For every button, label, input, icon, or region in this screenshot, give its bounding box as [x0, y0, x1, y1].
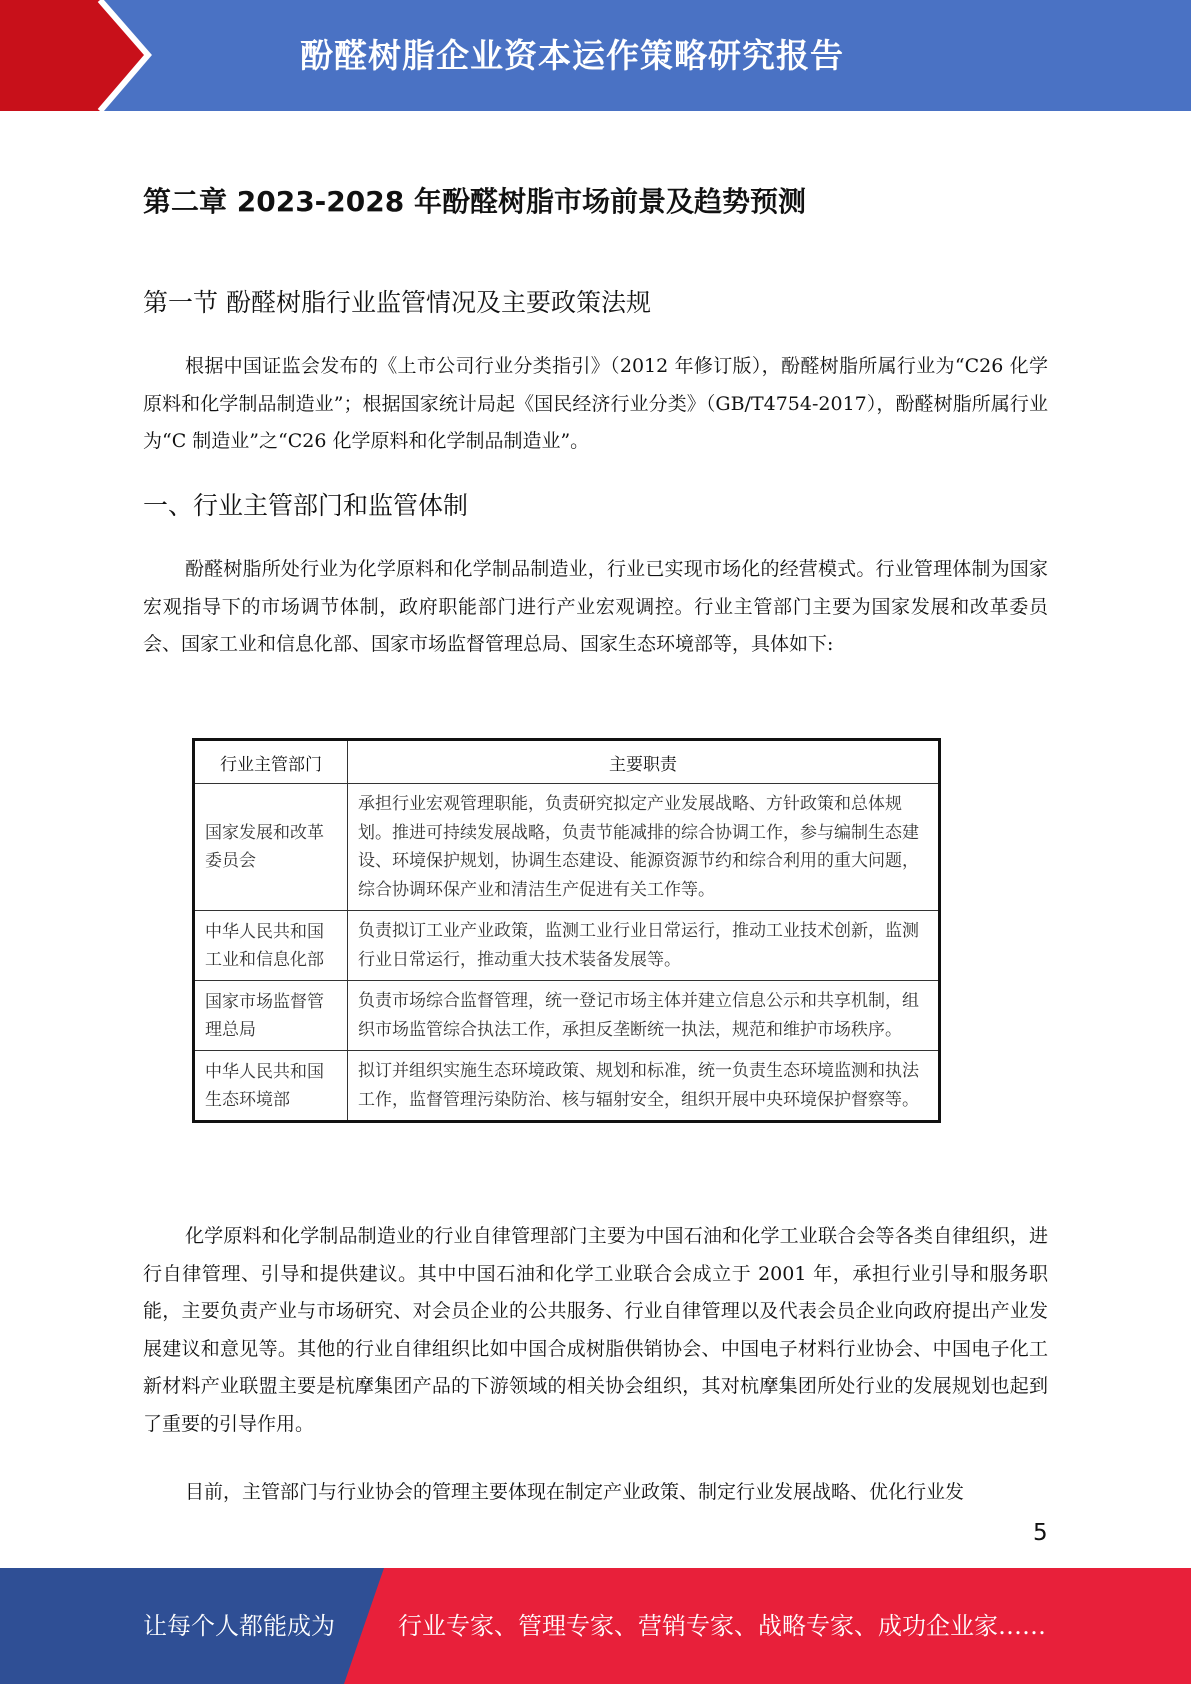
column-header-duties: 主要职责 [348, 740, 940, 784]
duties-cell: 负责拟订工业产业政策，监测工业行业日常运行，推动工业技术创新，监测行业日常运行，推动重大技术装备发展等。 [348, 911, 940, 981]
paragraph-self-regulation: 化学原料和化学制品制造业的行业自律管理部门主要为中国石油和化学工业联合会等各类自律组织，进行自律管理、引导和提供建议。其中中国石油和化学工业联合会成立于 2001 年，承担行业引导和服务职能，主要负责产业与市场研究、对会员企业的公共服务、行业自律管理以及代表会员企业向政府提出产业发展建议和意见等。其他的行业自律组织比如中国合成树脂供销协会、中国电子材料行业协会、中国电子化工新材料产业联盟主要是杭摩集团产品的下游领域的相关协会组织，其对杭摩集团所处行业的发展规划也起到了重要的引导作用。 [143, 1225, 1048, 1435]
page-number: 5 [1033, 1520, 1048, 1546]
department-cell: 国家市场监督管理总局 [194, 981, 348, 1051]
duties-table [192, 738, 941, 1123]
paragraph-management-current: 目前，主管部门与行业协会的管理主要体现在制定产业政策、制定行业发展战略、优化行业发 [185, 1481, 965, 1503]
header-banner [0, 0, 1191, 111]
column-header-department: 行业主管部门 [194, 740, 348, 784]
department-cell: 中华人民共和国工业和信息化部 [194, 911, 348, 981]
table-row [194, 784, 940, 911]
table-row [194, 1051, 940, 1122]
header-red-arrow [0, 0, 148, 111]
paragraph-regulatory-system: 酚醛树脂所处行业为化学原料和化学制品制造业，行业已实现市场化的经营模式。行业管理体制为国家宏观指导下的市场调节体制，政府职能部门进行产业宏观调控。行业主管部门主要为国家发展和改革委员会、国家工业和信息化部、国家市场监督管理总局、国家生态环境部等，具体如下: [143, 558, 1048, 655]
department-cell: 中华人民共和国生态环境部 [194, 1051, 348, 1122]
report-title: 酚醛树脂企业资本运作策略研究报告 [300, 36, 844, 75]
table-row [194, 911, 940, 981]
authorities-table [192, 738, 941, 1123]
subsection-title: 一、行业主管部门和监管体制 [143, 491, 469, 520]
paragraph-industry-classification: 根据中国证监会发布的《上市公司行业分类指引》（2012 年修订版），酚醛树脂所属行业为“C26 化学原料和化学制品制造业”；根据国家统计局起《国民经济行业分类》（GB/T4754-2017），酚醛树脂所属行业为“C 制造业”之“C26 化学原料和化学制品制造业”。 [143, 355, 1048, 452]
duties-cell: 负责市场综合监督管理，统一登记市场主体并建立信息公示和共享机制，组织市场监管综合执法工作，承担反垄断统一执法，规范和维护市场秩序。 [348, 981, 940, 1051]
footer-slogan-left: 让每个人都能成为 [143, 1612, 335, 1640]
department-cell: 国家发展和改革委员会 [194, 784, 348, 911]
footer-slogan-right: 行业专家、管理专家、营销专家、战略专家、成功企业家…… [398, 1612, 1046, 1640]
footer-banner [0, 1568, 1191, 1684]
duties-cell: 拟订并组织实施生态环境政策、规划和标准，统一负责生态环境监测和执法工作，监督管理污染防治、核与辐射安全，组织开展中央环境保护督察等。 [348, 1051, 940, 1122]
section-title: 第一节 酚醛树脂行业监管情况及主要政策法规 [143, 288, 651, 317]
table-header-row [194, 740, 940, 784]
chapter-title: 第二章 2023-2028 年酚醛树脂市场前景及趋势预测 [143, 185, 806, 218]
table-row [194, 981, 940, 1051]
duties-cell: 承担行业宏观管理职能，负责研究拟定产业发展战略、方针政策和总体规划。推进可持续发展战略，负责节能减排的综合协调工作，参与编制生态建设、环境保护规划，协调生态建设、能源资源节约和综合利用的重大问题，综合协调环保产业和清洁生产促进有关工作等。 [348, 784, 940, 911]
